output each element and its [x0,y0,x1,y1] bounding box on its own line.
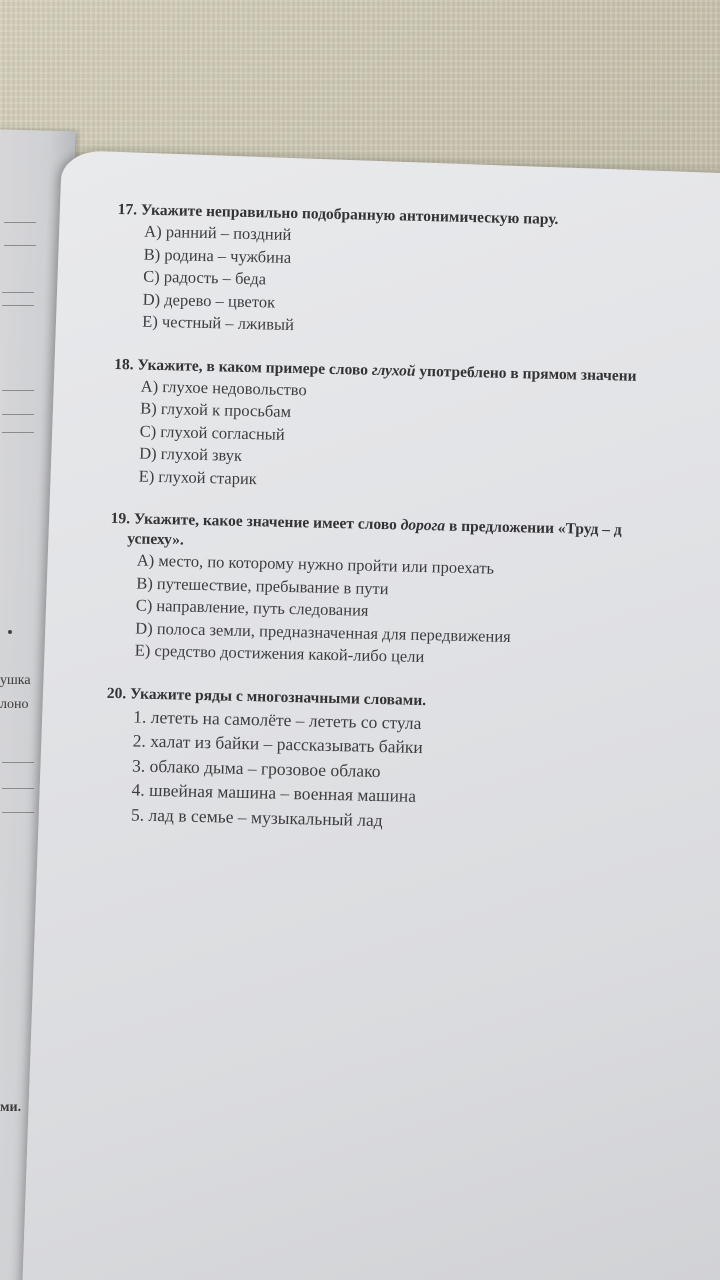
question-18 [111,354,720,501]
left-page-line [2,292,34,293]
question-20 [104,683,720,840]
left-page-line [4,222,36,223]
answer-option-b: B) глухой к просьбам [140,398,292,421]
left-page-bullet [8,630,12,634]
left-page-line [4,245,36,246]
answer-option-c: C) направление, путь следования [135,595,369,620]
question-title: 19. Укажите, какое значение имеет слово дорога в предложении «Труд – д [110,509,622,539]
answer-options [108,549,720,676]
keyword: глухой [371,361,416,380]
left-page-line [2,305,34,306]
table-surface [0,0,720,170]
answer-option-e: E) средство достижения какой-либо цели [134,640,425,667]
answer-options [115,220,720,347]
answer-option-c: C) радость – беда [143,266,267,289]
question-list [103,200,720,862]
question-title: 17. Укажите неправильно подобранную антонимическую пару. [117,200,559,228]
left-page-fragment: ушка [0,673,31,688]
answer-option-a: A) место, по которому нужно пройти или проехать [136,550,495,578]
answer-option-4: 4. швейная машина – военная машина [131,779,417,806]
left-page-line [2,788,34,789]
left-page-line [2,390,34,391]
answer-option-5: 5. лад в семье – музыкальный лад [130,803,383,830]
answer-option-b: B) путешествие, пребывание в пути [136,573,389,598]
question-19 [108,509,720,676]
left-page-fragment: лоно [0,697,29,712]
answer-option-e: E) глухой старик [138,466,258,488]
answer-option-a: A) ранний – поздний [144,221,292,244]
answer-option-3: 3. облако дыма – грозовое облако [131,754,381,781]
answer-options [104,703,720,840]
left-page-line [2,812,34,813]
answer-option-d: D) полоса земли, предназначенная для передвижения [135,618,511,646]
answer-option-b: B) родина – чужбина [143,244,292,267]
answer-option-c: C) глухой согласный [139,421,285,444]
answer-options [111,374,720,501]
answer-option-a: A) глухое недовольство [140,376,307,399]
question-17 [115,200,720,347]
left-page-line [2,762,34,763]
answer-option-2: 2. халат из байки – рассказывать байки [132,730,423,758]
answer-option-d: D) глухой звук [139,443,243,465]
left-page-fragment: ми. [0,1100,22,1115]
question-title: 20. Укажите ряды с многозначными словами. [106,684,427,709]
left-page-line [2,432,34,433]
keyword: дорога [400,516,446,535]
left-page-line [2,414,34,415]
question-title-continuation: успеху». [127,530,185,549]
question-title: 18. Укажите, в каком примере слово глухой употреблено в прямом значени [114,355,637,385]
answer-option-e: E) честный – лживый [142,311,295,335]
answer-option-d: D) дерево – цветок [142,289,276,312]
answer-option-1: 1. лететь на самолёте – лететь со стула [133,705,422,733]
